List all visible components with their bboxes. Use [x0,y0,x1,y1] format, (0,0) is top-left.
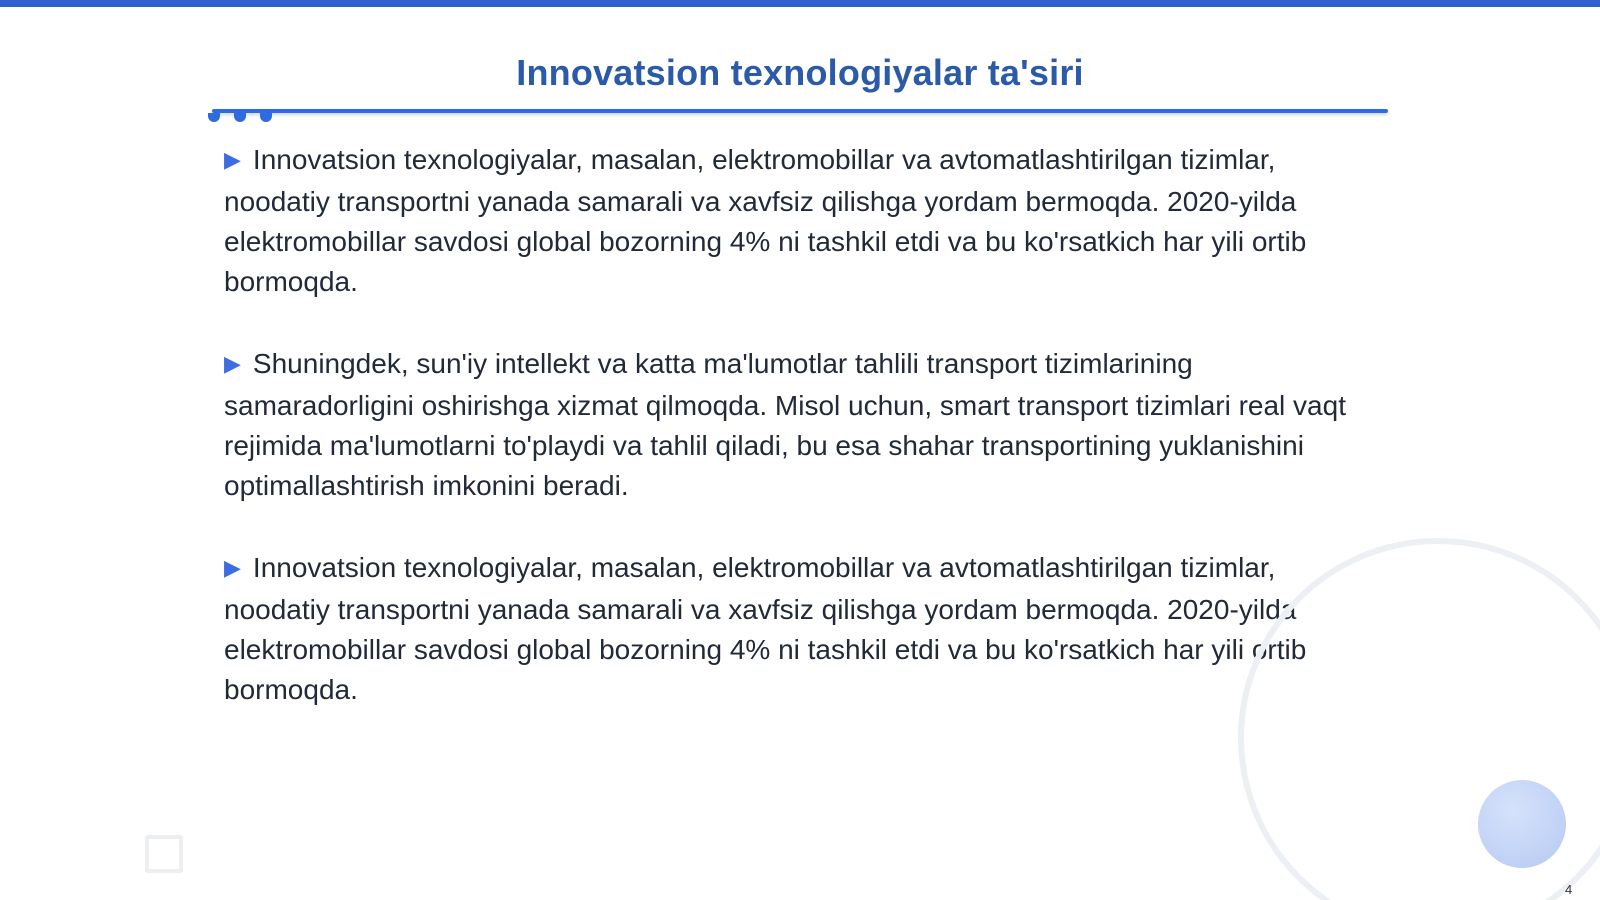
paragraph-text: Shuningdek, sun'iy intellekt va katta ma'lumotlar tahlili transport tizimlarining samaradorligini oshirishga xizmat qilmoqda. Misol uchun, smart transport tizimlari real vaqt rejimida ma'lumotlarni to'playdi va tahlil qiladi, bu esa shahar transportining yuklanishini optimallashtirish imkonini beradi. [224,348,1346,501]
paragraph-text: Innovatsion texnologiyalar, masalan, elektromobillar va avtomatlashtirilgan tizimlar, noodatiy transportni yanada samarali va xavfsiz qilishga yordam bermoqda. 2020-yilda elektromobillar savdosi global bozorning 4% ni tashkil etdi va bu ko'rsatkich har yili ortib bormoqda. [224,552,1307,705]
decorative-dot [260,113,272,122]
decorative-dot [208,113,220,122]
triangle-bullet-icon: ▶ [224,555,241,580]
title-underline [212,109,1388,113]
paragraph-text: Innovatsion texnologiyalar, masalan, elektromobillar va avtomatlashtirilgan tizimlar, noodatiy transportni yanada samarali va xavfsiz qilishga yordam bermoqda. 2020-yilda elektromobillar savdosi global bozorning 4% ni tashkil etdi va bu ko'rsatkich har yili ortib bormoqda. [224,144,1307,297]
paragraph-1 [224,140,1374,302]
decorative-dot [234,113,246,122]
page-number: 4 [1565,882,1573,897]
decorative-square [145,835,183,873]
paragraph-2 [224,344,1374,506]
triangle-bullet-icon: ▶ [224,147,241,172]
decorative-circle [1478,780,1566,868]
paragraph-3 [224,548,1374,710]
top-accent-bar [0,0,1600,7]
slide-content [224,140,1374,752]
triangle-bullet-icon: ▶ [224,351,241,376]
slide-title: Innovatsion texnologiyalar ta'siri [516,52,1084,93]
